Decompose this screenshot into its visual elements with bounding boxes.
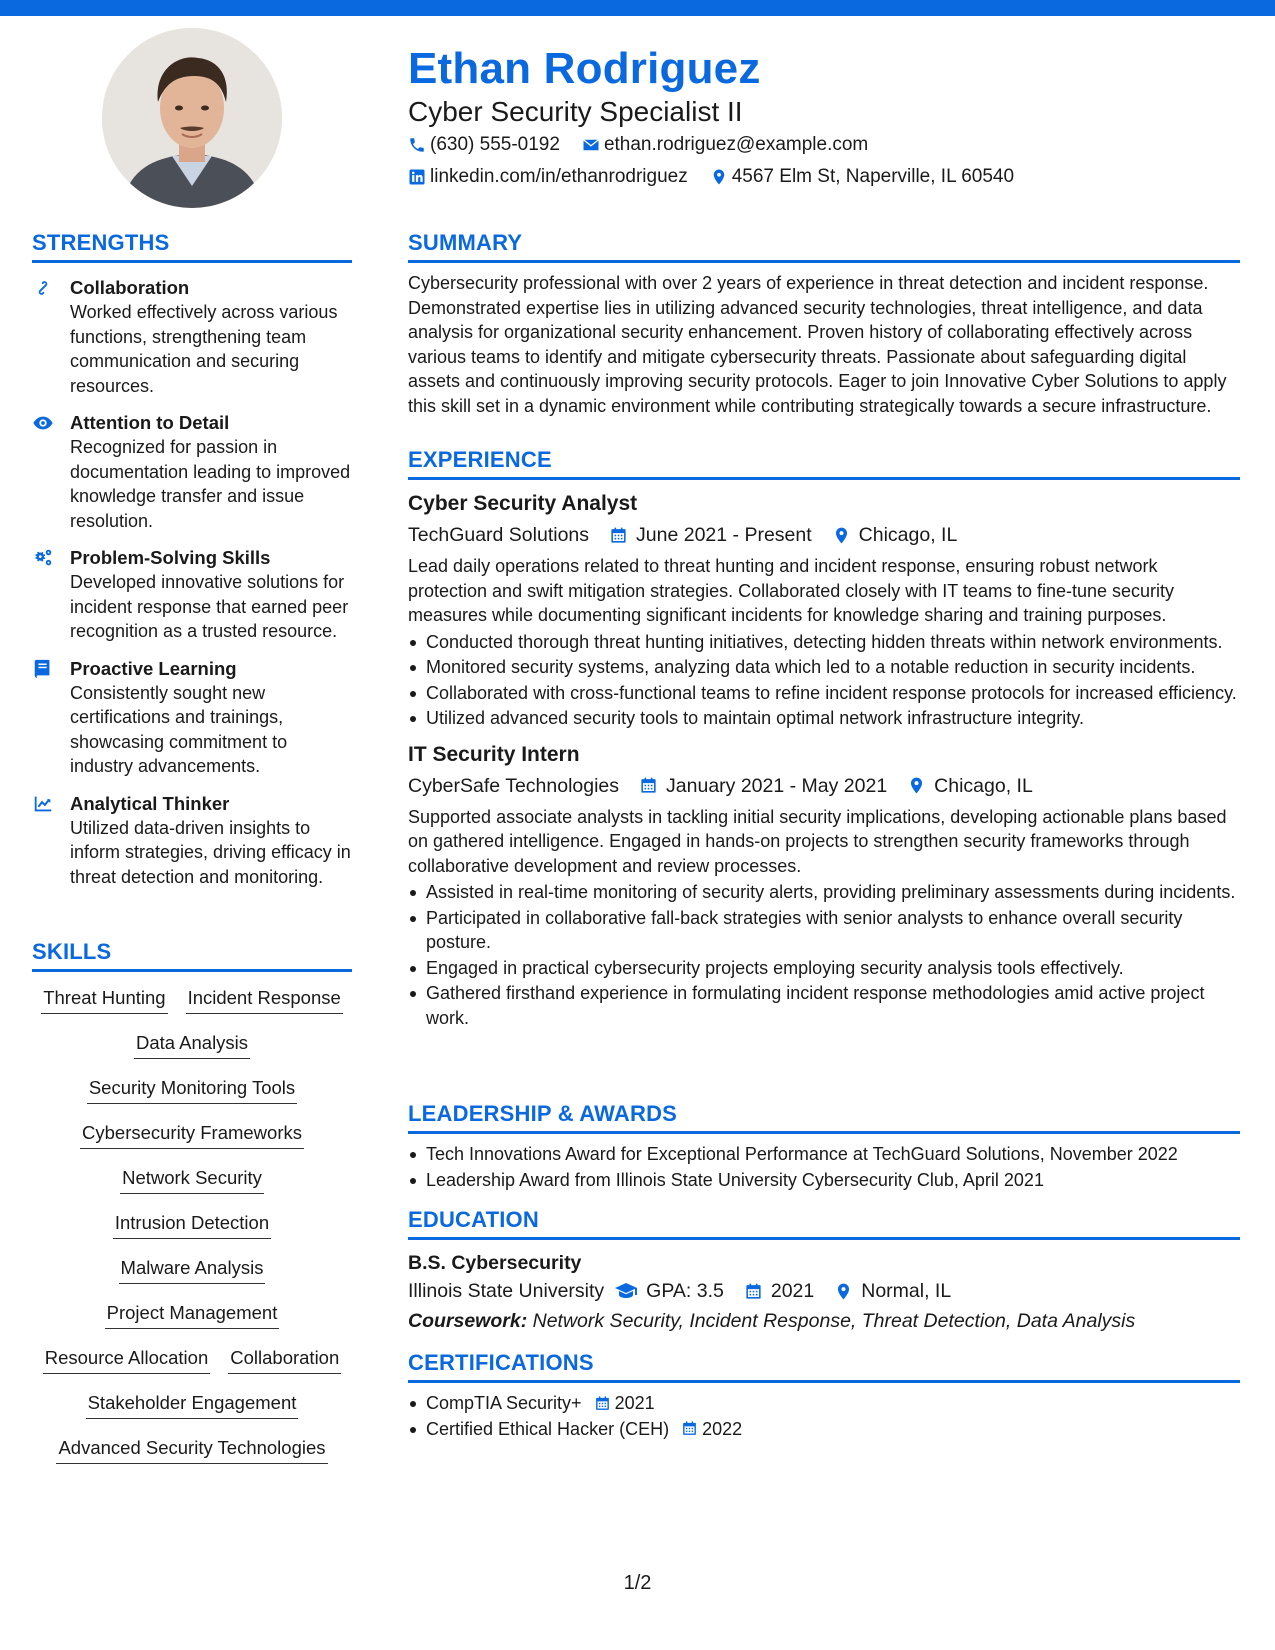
strength-item [32,545,352,644]
education-meta [408,1278,1240,1304]
strength-desc: Developed innovative solutions for incident response that earned peer recognition as a trusted resource. [70,572,349,641]
skill-tag: Malware Analysis [119,1256,266,1284]
certifications-list [408,1391,1240,1441]
job-company: TechGuard Solutions [408,524,590,546]
skill-tag: Network Security [120,1166,264,1194]
skill-tag: Threat Hunting [41,986,167,1014]
book-icon [32,658,54,680]
certification-item [408,1417,1240,1442]
profile-photo-icon [102,28,282,208]
email-text: ethan.rodriguez@example.com [603,134,869,155]
job-location: Chicago, IL [858,524,958,546]
strengths-heading: STRENGTHS [32,230,352,263]
job-bullet: Engaged in practical cybersecurity projects employing security analysis tools effectively. [408,956,1240,981]
skill-tag: Incident Response [186,986,343,1014]
map-pin-icon [907,776,926,795]
award-item: Tech Innovations Award for Exceptional Performance at TechGuard Solutions, November 2022 [408,1142,1240,1167]
skills-list [32,986,352,1481]
job-dates: January 2021 - May 2021 [666,774,888,797]
skill-tag: Resource Allocation [43,1346,211,1374]
job-location: Chicago, IL [934,774,1033,797]
awards-section [408,1101,1240,1193]
strength-title: Proactive Learning [70,657,237,679]
job-bullet: Collaborated with cross-functional teams to refine incident response protocols for increased efficiency. [408,681,1240,706]
skill-tag: Cybersecurity Frameworks [80,1121,304,1149]
coursework-label: Coursework: [408,1310,528,1332]
job-meta [408,773,1240,799]
skill-tag: Security Monitoring Tools [87,1076,297,1104]
job-bullet: Conducted thorough threat hunting initiatives, detecting hidden threats within network environments. [408,630,1240,655]
strength-item [32,410,352,533]
cert-name: Certified Ethical Hacker (CEH) [426,1418,670,1439]
skills-heading: SKILLS [32,939,352,972]
job-bullet: Gathered firsthand experience in formulating incident response methodologies amid active project work. [408,981,1240,1030]
strength-item [32,656,352,779]
strength-title: Collaboration [70,277,190,298]
strength-title: Attention to Detail [70,412,230,433]
skill-tag: Project Management [105,1301,280,1329]
award-item: Leadership Award from Illinois State University Cybersecurity Club, April 2021 [408,1168,1240,1193]
graduation-year: 2021 [770,1280,815,1302]
certifications-section [408,1350,1240,1442]
skill-tag: Stakeholder Engagement [86,1391,299,1419]
job-entry [408,741,1240,1031]
gears-icon [32,547,54,569]
job-description: Supported associate analysts in tackling initial security implications, developing actionable plans based on gathered intelligence. Engaged in hands-on projects to strengthen security frameworks through collaborative development and review processes. [408,806,1227,876]
contact-row-1 [408,134,890,156]
map-pin-icon [710,168,728,186]
education-heading: EDUCATION [408,1207,1240,1240]
contact-row-2 [408,166,1036,188]
certification-item [408,1391,1240,1416]
address-text: 4567 Elm St, Naperville, IL 60540 [731,166,1015,187]
strength-item [32,275,352,398]
strength-desc: Recognized for passion in documentation leading to improved knowledge transfer and issue resolution. [70,437,351,531]
job-bullet: Participated in collaborative fall-back strategies with senior analysts to enhance overall security posture. [408,906,1240,955]
job-bullets [408,880,1240,1030]
skills-section [32,939,352,1481]
calendar-icon [681,1420,698,1437]
map-pin-icon [834,1282,853,1301]
certifications-heading: CERTIFICATIONS [408,1350,1240,1383]
summary-section [408,230,1240,418]
experience-heading: EXPERIENCE [408,447,1240,480]
calendar-icon [609,526,628,545]
gpa: GPA: 3.5 [646,1280,724,1302]
link-icon [32,277,54,299]
awards-heading: LEADERSHIP & AWARDS [408,1101,1240,1134]
strength-title: Analytical Thinker [70,792,230,814]
skill-tag: Data Analysis [134,1031,250,1059]
avatar [102,28,282,208]
job-dates: June 2021 - Present [636,524,812,546]
contact-address [710,166,1014,188]
job-entry [408,490,1240,731]
candidate-title: Cyber Security Specialist II [408,96,743,127]
job-title: IT Security Intern [408,742,580,766]
job-meta [408,522,1240,548]
strength-desc: Utilized data-driven insights to inform strategies, driving efficacy in threat detection and monitoring. [70,817,351,887]
school: Illinois State University [408,1280,605,1302]
graduation-cap-icon [614,1279,638,1303]
strength-item [32,791,352,890]
education-section [408,1207,1240,1334]
contact-linkedin[interactable] [408,166,688,188]
job-description: Lead daily operations related to threat hunting and incident response, ensuring robust network protection and swift mitigation strategies. Collaborated closely with IT teams to fine-tune security measures while documenting significant incidents for knowledge sharing and training purposes. [408,556,1175,625]
contact-email[interactable] [582,134,868,156]
coursework [408,1308,1240,1334]
job-bullet: Assisted in real-time monitoring of security alerts, providing preliminary assessments during incidents. [408,880,1240,905]
job-bullet: Utilized advanced security tools to maintain optimal network infrastructure integrity. [408,706,1240,731]
summary-heading: SUMMARY [408,230,1240,263]
strength-desc: Worked effectively across various functions, strengthening team communication and securing resources. [70,302,338,396]
calendar-icon [639,776,658,795]
skill-tag: Advanced Security Technologies [56,1436,327,1464]
job-bullets [408,630,1240,731]
calendar-icon [744,1282,763,1301]
coursework-list: Network Security, Incident Response, Threat Detection, Data Analysis [532,1310,1136,1332]
cert-year: 2022 [702,1418,743,1439]
job-company: CyberSafe Technologies [408,774,620,797]
strengths-section [32,230,352,889]
cert-name: CompTIA Security+ [426,1393,582,1413]
chart-line-icon [32,793,54,815]
top-accent-bar [0,0,1275,16]
contact-phone[interactable] [408,134,560,156]
linkedin-text: linkedin.com/in/ethanrodriguez [430,166,688,187]
experience-section [408,447,1240,1031]
job-bullet: Monitored security systems, analyzing data which led to a notable reduction in security incidents. [408,655,1240,680]
linkedin-icon [408,168,426,186]
degree: B.S. Cybersecurity [408,1252,582,1274]
summary-text: Cybersecurity professional with over 2 years of experience in threat detection and incident response. Demonstrated expertise lies in utilizing advanced security technologies, threat intelligence, and data analysis for organizational security enhancement. Proven history of collaborating effectively across various teams to identify and mitigate cybersecurity threats. Passionate about safeguarding digital assets and continuously improving security protocols. Eager to join Innovative Cyber Solutions to apply this skill set in a dynamic environment while contributing strategically towards a secure infrastructure. [408,273,1227,416]
skill-tag: Intrusion Detection [113,1211,271,1239]
awards-list [408,1142,1240,1192]
candidate-name: Ethan Rodriguez [408,44,761,93]
strength-desc: Consistently sought new certifications and trainings, showcasing commitment to industry advancements. [70,682,288,776]
cert-year: 2021 [614,1393,655,1413]
eye-icon [32,412,54,434]
page-number: 1/2 [623,1572,652,1594]
phone-icon [408,136,426,154]
school-location: Normal, IL [861,1280,952,1302]
skill-tag: Collaboration [228,1346,341,1374]
job-title: Cyber Security Analyst [408,492,638,515]
envelope-icon [582,136,600,154]
strength-title: Problem-Solving Skills [70,547,271,568]
map-pin-icon [832,526,851,545]
phone-text: (630) 555-0192 [430,134,560,155]
calendar-icon [594,1395,611,1412]
